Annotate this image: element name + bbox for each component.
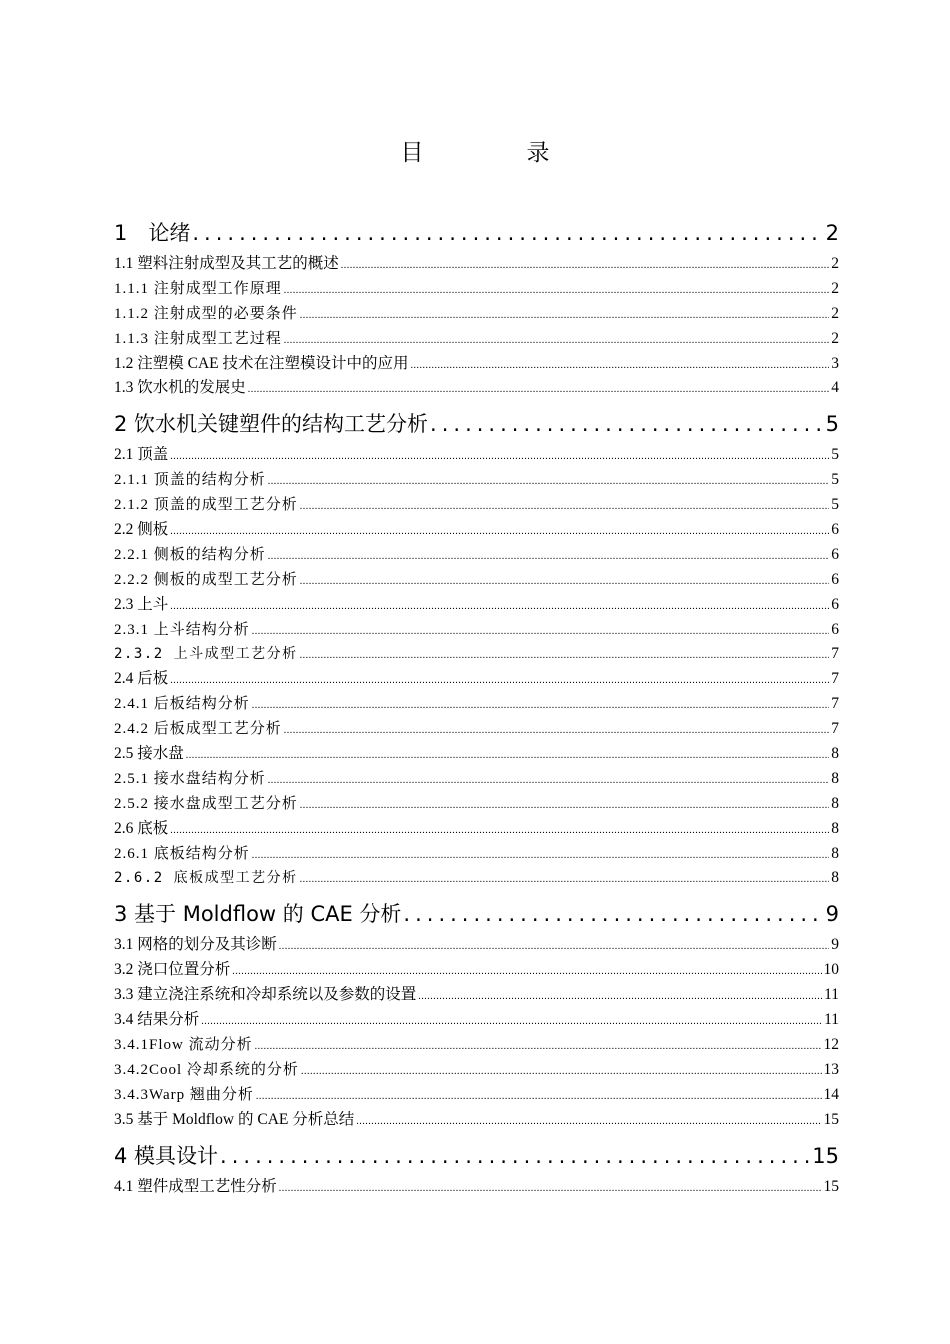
toc-dot-leader: [256, 1085, 822, 1110]
toc-entry-label: 2.5.1 接水盘结构分析: [114, 770, 266, 787]
toc-page-number: 2: [831, 255, 839, 272]
toc-section-entry[interactable]: [114, 933, 839, 958]
toc-section-entry[interactable]: [114, 1175, 839, 1200]
toc-dot-leader: [170, 445, 829, 470]
toc-section-entry[interactable]: [114, 376, 839, 401]
toc-entry-label: 2.5 接水盘: [114, 745, 184, 763]
toc-dot-leader: [170, 819, 829, 844]
toc-section-entry[interactable]: [114, 443, 839, 468]
toc-dot-leader: [268, 545, 829, 570]
toc-page-number: 5: [831, 496, 839, 514]
toc-page-number: 3: [831, 354, 839, 372]
toc-section-entry[interactable]: [114, 252, 839, 277]
toc-page-number: 9: [825, 902, 839, 927]
toc-section-entry[interactable]: [114, 1058, 839, 1083]
toc-dot-leader: [170, 669, 829, 694]
toc-page-number: 6: [831, 595, 839, 613]
toc-dot-leader: [418, 985, 822, 1010]
toc-section-entry[interactable]: [114, 277, 839, 302]
toc-chapter-entry[interactable]: [114, 405, 839, 443]
toc-entry-label: 2.6.1 底板结构分析: [114, 845, 250, 862]
toc-chapter-entry[interactable]: [114, 1137, 839, 1175]
toc-section-entry[interactable]: [114, 958, 839, 983]
toc-page-number: 6: [831, 620, 839, 638]
toc-section-entry[interactable]: [114, 767, 839, 792]
toc-page-number: 7: [831, 720, 839, 738]
toc-section-entry[interactable]: [114, 742, 839, 767]
toc-entry-label: 1.3 饮水机的发展史: [114, 379, 246, 397]
toc-dot-leader: [403, 895, 823, 933]
toc-page-number: 13: [823, 1060, 839, 1078]
toc-entry-label: 2.1 顶盖: [114, 446, 169, 464]
toc-entry-label: 2.3.2 上斗成型工艺分析: [114, 646, 298, 663]
toc-page-number: 6: [831, 570, 839, 588]
toc-section-entry[interactable]: [114, 642, 839, 667]
toc-page-number: 9: [831, 936, 839, 954]
toc-section-entry[interactable]: [114, 543, 839, 568]
toc-page-number: 6: [831, 521, 839, 539]
toc-entry-label: 3 基于 Moldflow 的 CAE 分析: [114, 902, 402, 927]
toc-dot-leader: [411, 354, 830, 379]
toc-dot-leader: [279, 935, 829, 960]
toc-dot-leader: [186, 744, 829, 769]
toc-entry-label: 1.1 塑料注射成型及其工艺的概述: [114, 255, 339, 272]
toc-section-entry[interactable]: [114, 593, 839, 618]
toc-entry-label: 2.3 上斗: [114, 595, 169, 613]
toc-dot-leader: [300, 304, 829, 329]
toc-dot-leader: [356, 1110, 821, 1135]
toc-page-number: 8: [831, 844, 839, 862]
toc-entry-label: 2.2.2 侧板的成型工艺分析: [114, 571, 298, 588]
toc-entry-label: 2.6.2 底板成型工艺分析: [114, 870, 298, 887]
toc-entry-label: 2.6 底板: [114, 819, 169, 837]
toc-page-number: 2: [831, 279, 839, 297]
toc-dot-leader: [170, 595, 829, 620]
toc-dot-leader: [255, 1035, 822, 1060]
toc-page-number: 5: [831, 446, 839, 464]
toc-dot-leader: [232, 960, 821, 985]
toc-entry-label: 3.1 网格的划分及其诊断: [114, 936, 277, 954]
toc-section-entry[interactable]: [114, 1033, 839, 1058]
toc-page-number: 14: [823, 1085, 839, 1103]
toc-page-number: 15: [823, 1177, 839, 1195]
toc-entry-label: 3.3 建立浇注系统和冷却系统以及参数的设置: [114, 986, 417, 1004]
toc-title: 目 录: [400, 140, 590, 166]
toc-entry-label: 1 论绪: [114, 221, 191, 245]
toc-dot-leader: [252, 694, 829, 719]
toc-page-number: 8: [831, 769, 839, 787]
toc-page-number: 2: [831, 304, 839, 322]
toc-page-number: 4: [831, 379, 839, 397]
toc-dot-leader: [201, 1010, 822, 1035]
toc-dot-leader: [300, 868, 830, 893]
toc-entry-label: 2.1.2 顶盖的成型工艺分析: [114, 497, 298, 514]
toc-section-entry[interactable]: [114, 817, 839, 842]
toc-page-number: 12: [823, 1035, 839, 1053]
toc-page-number: 8: [831, 819, 839, 837]
toc-page-number: 8: [831, 869, 839, 887]
toc-dot-leader: [220, 1137, 810, 1175]
toc-entry-label: 3.5 基于 Moldflow 的 CAE 分析总结: [114, 1110, 355, 1128]
toc-dot-leader: [430, 405, 824, 443]
toc-page-number: 11: [824, 986, 839, 1004]
toc-dot-leader: [341, 254, 829, 279]
toc-section-entry[interactable]: [114, 983, 839, 1008]
toc-page-number: 6: [831, 545, 839, 563]
toc-dot-leader: [192, 214, 823, 252]
toc-section-entry[interactable]: [114, 493, 839, 518]
toc-entry-label: 2.4.2 后板成型工艺分析: [114, 721, 282, 738]
toc-section-entry[interactable]: [114, 667, 839, 692]
toc-entry-label: 1.1.2 注射成型的必要条件: [114, 305, 298, 322]
toc-entry-label: 2.4 后板: [114, 670, 169, 688]
toc-dot-leader: [252, 620, 829, 645]
toc-dot-leader: [301, 1060, 822, 1085]
toc-page-number: 5: [825, 412, 839, 437]
toc-section-entry[interactable]: [114, 1108, 839, 1133]
toc-page-number: 7: [831, 695, 839, 713]
toc-entry-label: 3.4.3Warp 翘曲分析: [114, 1086, 254, 1103]
toc-dot-leader: [279, 1177, 822, 1202]
toc-entry-label: 1.1.1 注射成型工作原理: [114, 280, 282, 297]
toc-dot-leader: [300, 794, 829, 819]
toc-dot-leader: [252, 844, 829, 869]
toc-section-entry[interactable]: [114, 518, 839, 543]
toc-section-entry[interactable]: [114, 618, 839, 643]
toc-page-number: 8: [831, 794, 839, 812]
toc-page-number: 8: [831, 745, 839, 763]
toc-dot-leader: [268, 470, 829, 495]
toc-section-entry[interactable]: [114, 866, 839, 891]
toc-section-entry[interactable]: [114, 842, 839, 867]
toc-dot-leader: [170, 520, 829, 545]
toc-entry-label: 2.4.1 后板结构分析: [114, 696, 250, 713]
toc-page-number: 7: [831, 670, 839, 688]
toc-section-entry[interactable]: [114, 302, 839, 327]
toc-dot-leader: [300, 644, 830, 669]
toc-section-entry[interactable]: [114, 717, 839, 742]
toc-page-number: 15: [823, 1110, 839, 1128]
toc-entry-label: 4 模具设计: [114, 1143, 219, 1168]
toc-dot-leader: [268, 769, 829, 794]
toc-entry-label: 2.2 侧板: [114, 521, 169, 539]
toc-section-entry[interactable]: [114, 468, 839, 493]
toc-chapter-entry[interactable]: [114, 214, 839, 252]
toc-chapter-entry[interactable]: [114, 895, 839, 933]
toc-entry-label: 2.5.2 接水盘成型工艺分析: [114, 795, 298, 812]
toc-entry-label: 4.1 塑件成型工艺性分析: [114, 1177, 277, 1195]
toc-page-number: 10: [823, 961, 839, 979]
toc-page-number: 2: [825, 221, 839, 245]
toc-page-number: 15: [812, 1143, 839, 1168]
toc-page-number: 7: [831, 645, 839, 663]
toc-section-entry[interactable]: [114, 1083, 839, 1108]
toc-section-entry[interactable]: [114, 327, 839, 352]
toc-entry-label: 3.4 结果分析: [114, 1011, 200, 1029]
toc-section-entry[interactable]: [114, 568, 839, 593]
toc-section-entry[interactable]: [114, 792, 839, 817]
toc-entry-label: 3.2 浇口位置分析: [114, 961, 231, 979]
toc-section-entry[interactable]: [114, 692, 839, 717]
toc-dot-leader: [284, 719, 829, 744]
toc-page-number: 2: [831, 329, 839, 347]
toc-entry-label: 2.3.1 上斗结构分析: [114, 621, 250, 638]
toc-dot-leader: [300, 495, 829, 520]
toc-entry-label: 3.4.1Flow 流动分析: [114, 1036, 253, 1053]
toc-page-number: 5: [831, 471, 839, 489]
table-of-contents: [114, 210, 839, 1199]
toc-dot-leader: [248, 378, 829, 403]
toc-entry-label: 3.4.2Cool 冷却系统的分析: [114, 1061, 299, 1078]
toc-entry-label: 2 饮水机关键塑件的结构工艺分析: [114, 412, 429, 437]
toc-section-entry[interactable]: [114, 1008, 839, 1033]
toc-section-entry[interactable]: [114, 352, 839, 377]
toc-entry-label: 2.1.1 顶盖的结构分析: [114, 472, 266, 489]
toc-entry-label: 1.2 注塑模 CAE 技术在注塑模设计中的应用: [114, 354, 409, 372]
toc-dot-leader: [284, 329, 829, 354]
toc-page-number: 11: [824, 1011, 839, 1029]
toc-entry-label: 2.2.1 侧板的结构分析: [114, 546, 266, 563]
toc-entry-label: 1.1.3 注射成型工艺过程: [114, 330, 282, 347]
toc-dot-leader: [284, 279, 829, 304]
toc-dot-leader: [300, 570, 829, 595]
